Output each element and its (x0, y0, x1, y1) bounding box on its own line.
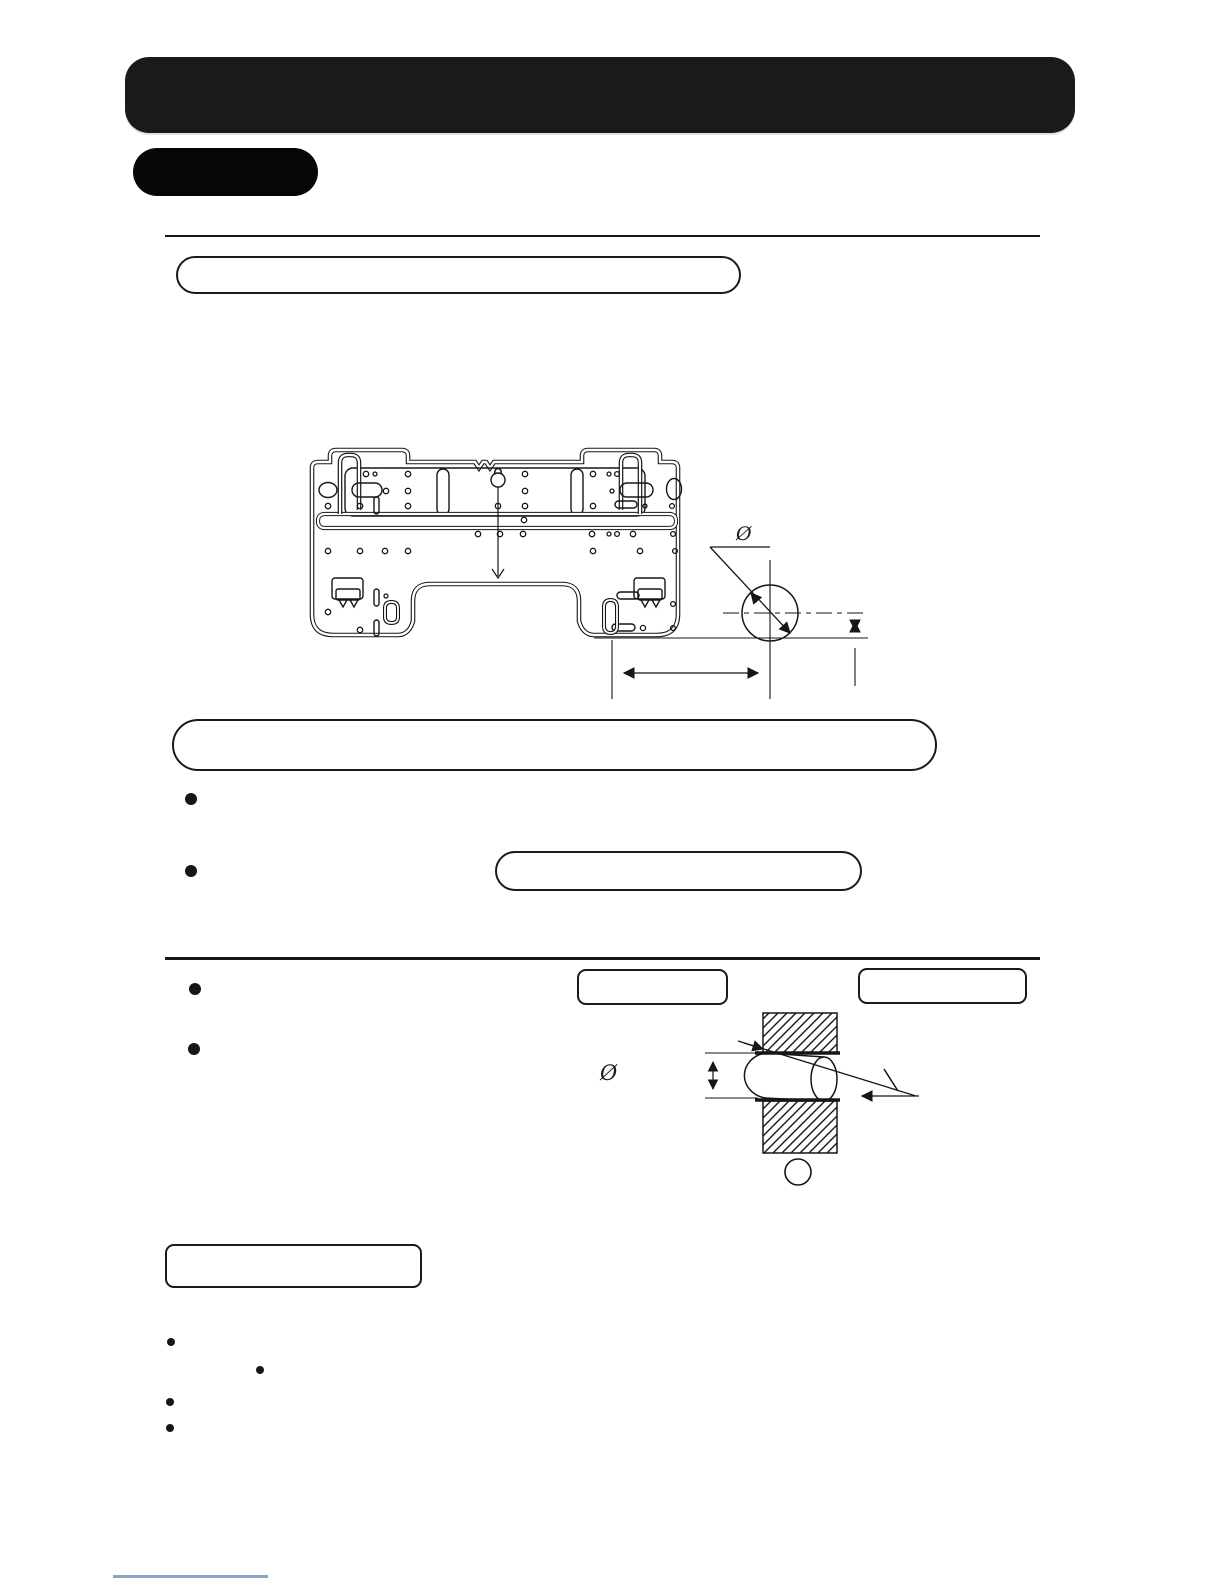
plate-support-tab-left (332, 578, 363, 607)
plate-support-tab-right (634, 578, 665, 607)
indoor-side-label-box (577, 969, 728, 1005)
wall-section-lower (763, 1101, 837, 1153)
footer-link-underline[interactable] (113, 1575, 268, 1578)
hole-outer-mouth (811, 1057, 837, 1101)
bullet-marker (188, 1043, 200, 1055)
bullet-marker (167, 1338, 175, 1346)
plate-upper-panel (345, 468, 645, 516)
bullet-marker (185, 793, 197, 805)
bullet-marker (189, 983, 201, 995)
wall-hole-diagram (599, 1013, 919, 1185)
plate-screw-slot-right (604, 600, 617, 633)
section-title-badge (133, 148, 318, 196)
caution-heading-box (172, 719, 937, 771)
piping-hole-circle (742, 585, 798, 641)
page-title-bar (125, 57, 1075, 133)
mounting-plate-diagram (312, 450, 682, 636)
step-reference-circle (785, 1159, 811, 1185)
bullet-marker (185, 865, 197, 877)
plate-hole-grid (325, 471, 677, 632)
hole-inner-mouth (744, 1053, 765, 1098)
plate-hole-diameter-symbol: Ø (736, 523, 752, 545)
wall-section-upper (763, 1013, 837, 1053)
section-divider-line (165, 235, 1040, 237)
reference-pill-box (495, 851, 862, 891)
outdoor-side-label-box (858, 968, 1027, 1004)
note-heading-box (165, 1244, 422, 1288)
plate-hook-right (621, 455, 640, 514)
centerline-arrow (492, 569, 504, 578)
plate-keyhole (491, 469, 505, 488)
bullet-marker (166, 1424, 174, 1432)
hole-slope-line (738, 1041, 916, 1096)
bullet-marker (166, 1398, 174, 1406)
slope-limit-tick (884, 1069, 898, 1091)
wall-hole-diameter-symbol: Ø (600, 1061, 618, 1085)
plate-screw-slot-left (385, 602, 398, 623)
step-heading-box (176, 256, 741, 294)
sub-bullet-marker (256, 1366, 264, 1374)
section-divider-line-2 (165, 957, 1040, 960)
plate-hook-left (340, 455, 359, 514)
plate-dimension-annotations (594, 523, 868, 699)
